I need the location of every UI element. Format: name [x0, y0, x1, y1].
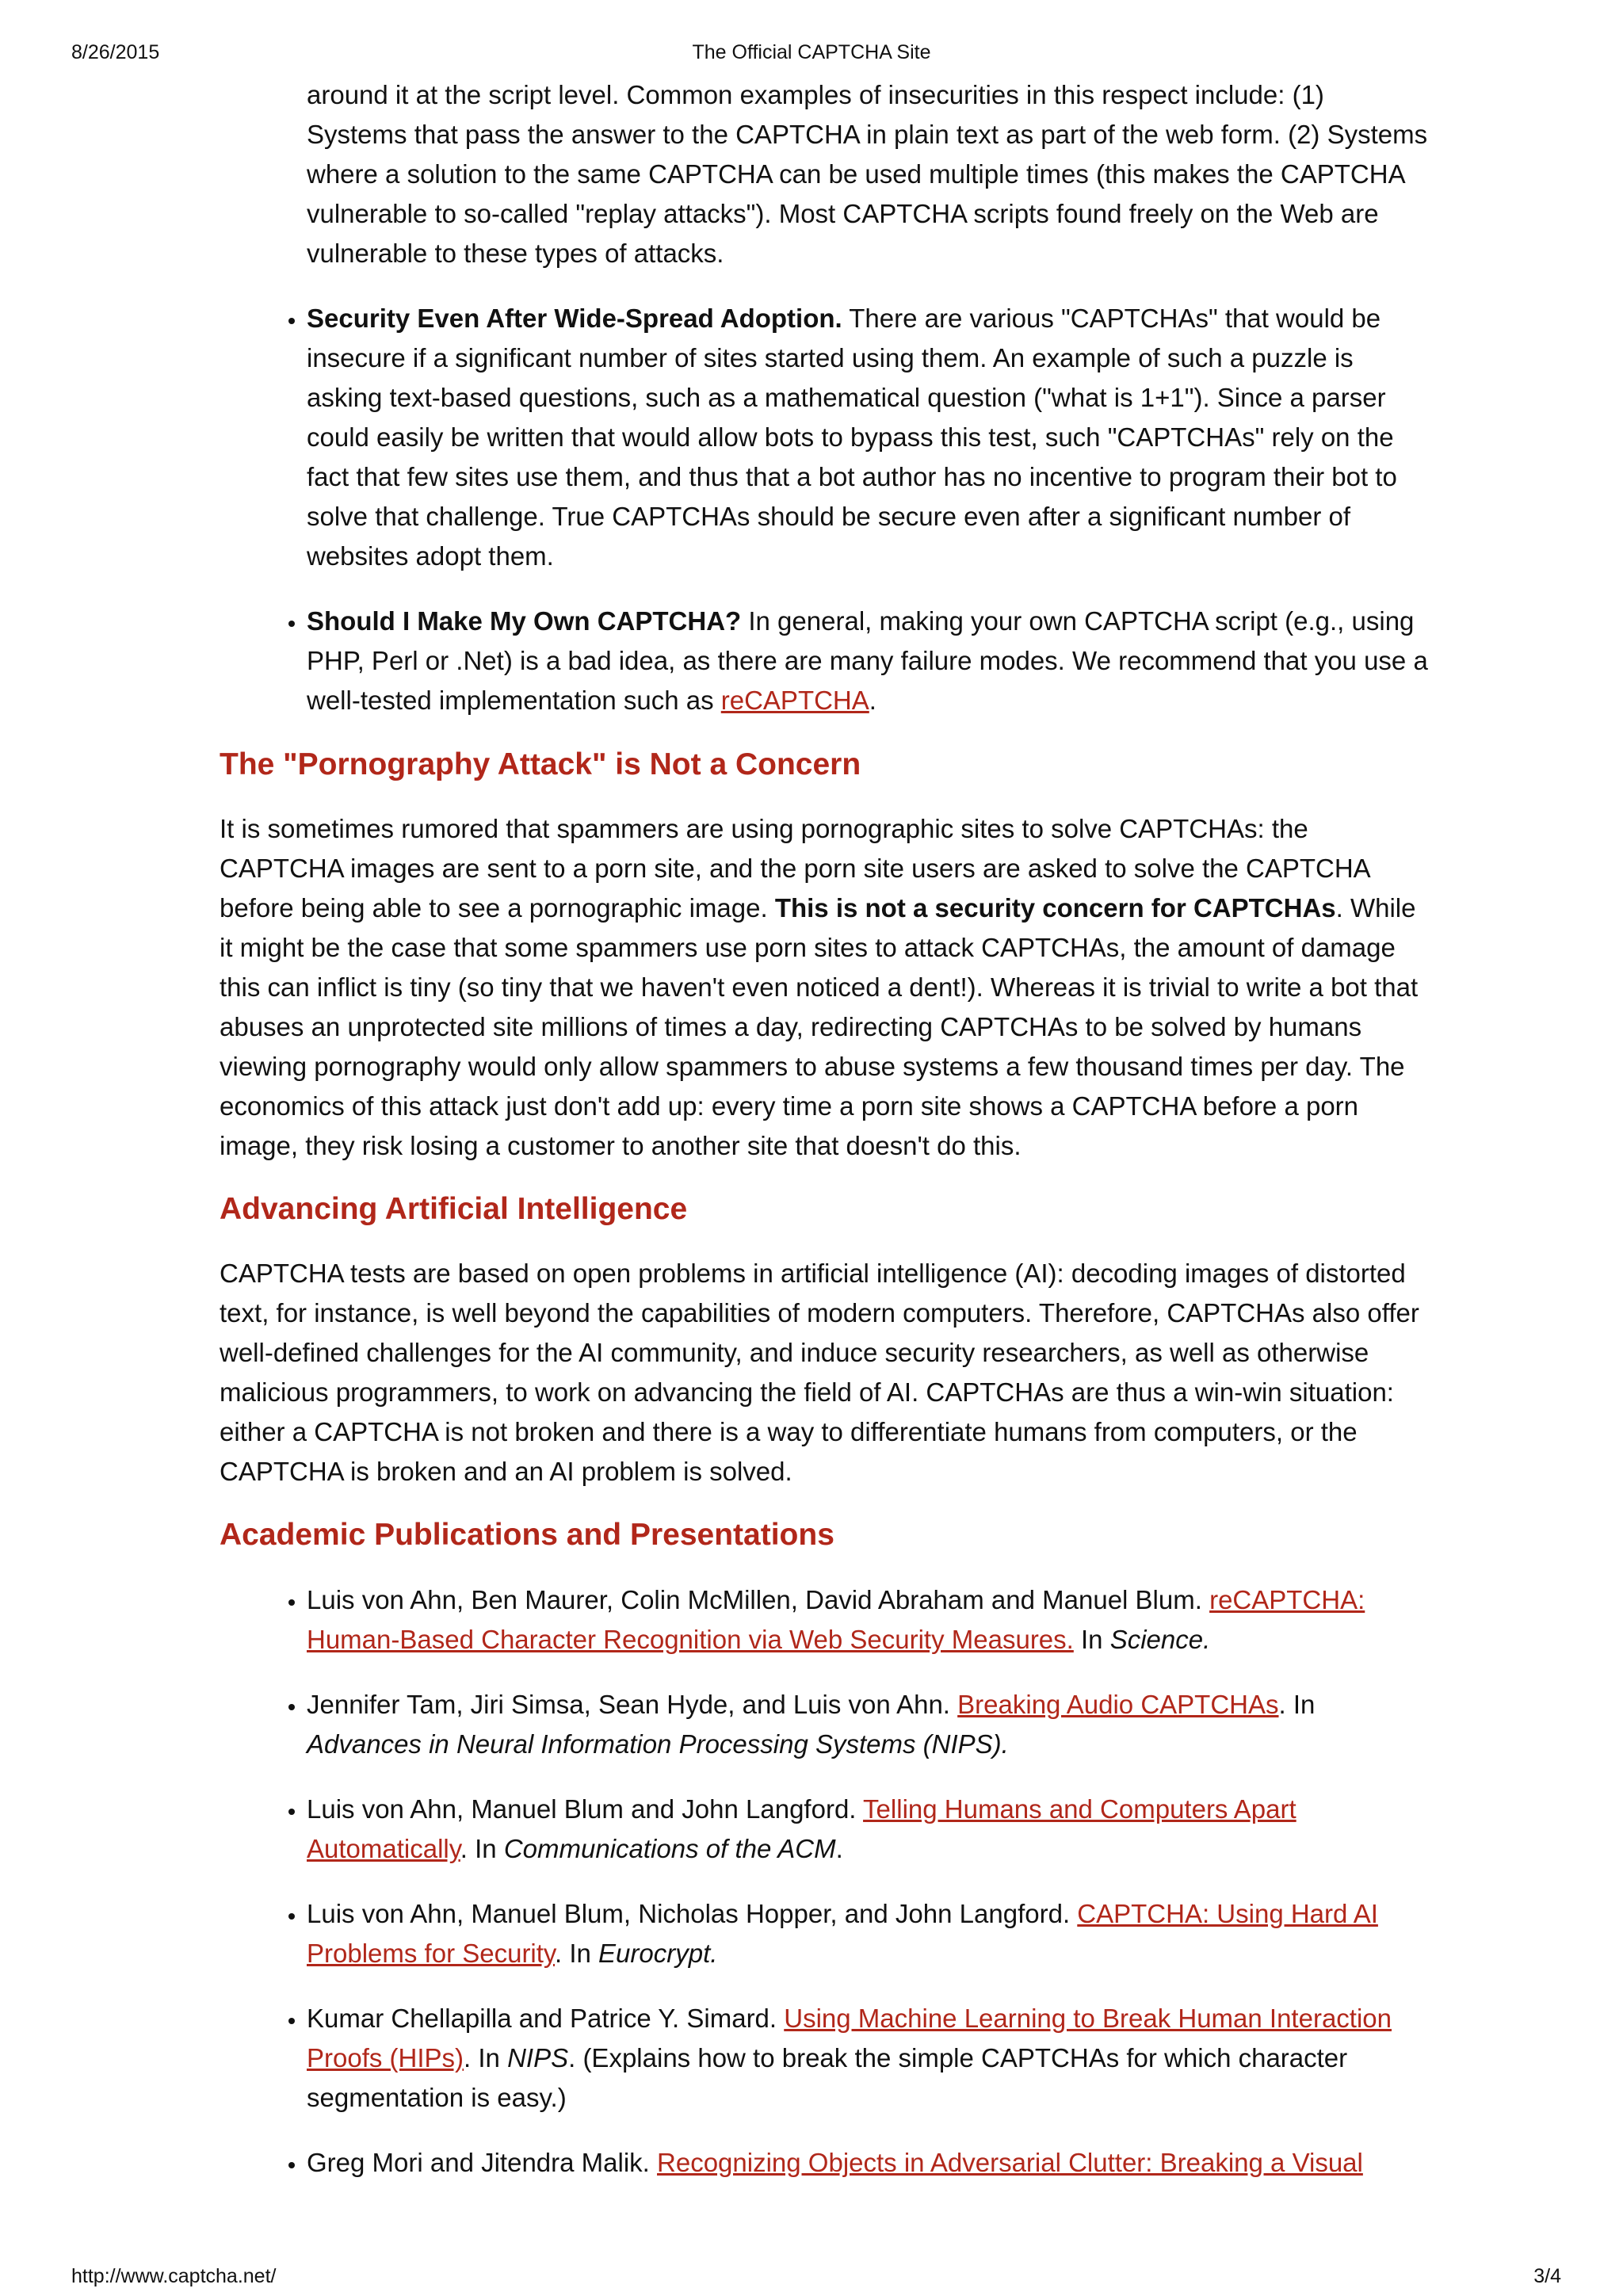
publication-authors: Greg Mori and Jitendra Malik.: [307, 2148, 658, 2177]
publication-item: [307, 1999, 1428, 2118]
publication-note: .: [835, 1834, 843, 1863]
section-heading-ai: Advancing Artificial Intelligence: [220, 1192, 688, 1226]
publication-authors: Luis von Ahn, Manuel Blum, Nicholas Hopper, and John Langford.: [307, 1899, 1078, 1928]
publication-link[interactable]: Telling Humans and Computers Apart Automatically: [307, 1794, 1296, 1863]
publication-item: [307, 2143, 1428, 2183]
publication-authors: Jennifer Tam, Jiri Simsa, Sean Hyde, and Luis von Ahn.: [307, 1690, 958, 1719]
publication-in: . In: [554, 1939, 599, 1968]
print-page-title: The Official CAPTCHA Site: [692, 41, 931, 63]
list-item-continuation: around it at the script level. Common examples of insecurities in this respect include: (1) Systems that pass the answer to the CAPTCHA in plain text as part of the web form. (2) Systems where a solution to the same CAPTCHA can be used multiple times (this makes the CAPTCHA vulnerable to so-called "replay attacks"). Most CAPTCHA scripts found freely on the Web are vulnerable to these types of attacks.: [307, 80, 1428, 268]
list-item-punct: .: [869, 686, 876, 715]
publication-venue: Communications of the ACM: [503, 1834, 836, 1863]
publication-venue: NIPS: [507, 2043, 569, 2073]
publications-list: [220, 1580, 1428, 2183]
list-item-text: In general, making your own CAPTCHA script (e.g., using PHP, Perl or .Net) is a bad idea, as there are many failure modes. We recommend that you use a well-tested implementation such as: [307, 606, 1428, 715]
list-item-title: Should I Make My Own CAPTCHA?: [307, 606, 742, 636]
list-item-title: Security Even After Wide-Spread Adoption.: [307, 304, 842, 333]
list-item: [307, 299, 1428, 576]
publication-venue: Advances in Neural Information Processing Systems (NIPS).: [307, 1729, 1009, 1759]
publication-link[interactable]: reCAPTCHA: Human-Based Character Recognition via Web Security Measures.: [307, 1585, 1365, 1654]
print-date: 8/26/2015: [71, 41, 160, 63]
list-item: [307, 602, 1428, 720]
publication-link[interactable]: Recognizing Objects in Adversarial Clutter: Breaking a Visual: [657, 2148, 1363, 2177]
publication-item: [307, 1790, 1428, 1869]
paragraph-text: . While it might be the case that some spammers use porn sites to attack CAPTCHAs, the amount of damage this can inflict is tiny (so tiny that we haven't even noticed a dent!). Whereas it is trivial to write a bot that abuses an unprotected site millions of times a day, redirecting CAPTCHAs to be solved by humans viewing pornography would only allow spammers to abuse systems a few thousand times per day. The economics of this attack just don't add up: every time a porn site shows a CAPTCHA before a porn image, they risk losing a customer to another site that doesn't do this.: [220, 893, 1419, 1160]
publication-link[interactable]: CAPTCHA: Using Hard AI Problems for Security: [307, 1899, 1378, 1968]
paragraph-text: It is sometimes rumored that spammers are using pornographic sites to solve CAPTCHAs: the CAPTCHA images are sent to a porn site, and the porn site users are asked to solve the CAPTCHA before being able to see a pornographic image.: [220, 814, 1369, 923]
publication-item: [307, 1580, 1428, 1660]
section-heading-porn-attack: The "Pornography Attack" is Not a Concern: [220, 747, 861, 781]
captcha-guidelines-list: [220, 299, 1428, 720]
print-url: http://www.captcha.net/: [71, 2265, 277, 2287]
list-item-text: There are various "CAPTCHAs" that would be insecure if a significant number of sites started using them. An example of such a puzzle is asking text-based questions, such as a mathematical question ("what is 1+1"). Since a parser could easily be written that would allow bots to bypass this test, such "CAPTCHAs" rely on the fact that few sites use them, and thus that a bot author has no incentive to program their bot to solve that challenge. True CAPTCHAs should be secure even after a significant number of websites adopt them.: [307, 304, 1397, 571]
porn-attack-paragraph: [220, 809, 1428, 1166]
publication-in: . In: [1278, 1690, 1316, 1719]
publication-in: . In: [464, 2043, 508, 2073]
ai-paragraph: CAPTCHA tests are based on open problems in artificial intelligence (AI): decoding images of distorted text, for instance, is well beyond the capabilities of modern computers. Therefore, CAPTCHAs also offer well-defined challenges for the AI community, and induce security researchers, as well as otherwise malicious programmers, to work on advancing the field of AI. CAPTCHAs are thus a win-win situation: either a CAPTCHA is not broken and there is a way to differentiate humans from computers, or the CAPTCHA is broken and an AI problem is solved.: [220, 1259, 1419, 1486]
publication-authors: Luis von Ahn, Manuel Blum and John Langford.: [307, 1794, 864, 1824]
publication-in: . In: [460, 1834, 504, 1863]
page-content: [220, 75, 1428, 2183]
paragraph-emphasis: This is not a security concern for CAPTCHAs: [774, 893, 1336, 923]
publication-item: [307, 1685, 1428, 1764]
recaptcha-link[interactable]: reCAPTCHA: [720, 686, 869, 715]
publication-link[interactable]: Using Machine Learning to Break Human Interaction Proofs (HIPs): [307, 2004, 1392, 2073]
section-heading-publications: Academic Publications and Presentations: [220, 1518, 834, 1552]
publication-item: [307, 1894, 1428, 1973]
publication-authors: Kumar Chellapilla and Patrice Y. Simard.: [307, 2004, 785, 2033]
publication-authors: Luis von Ahn, Ben Maurer, Colin McMillen, David Abraham and Manuel Blum.: [307, 1585, 1210, 1614]
print-page-number: 3/4: [1533, 2265, 1561, 2287]
publication-venue: Science.: [1109, 1625, 1211, 1654]
publication-note: . (Explains how to break the simple CAPTCHAs for which character segmentation is easy.): [307, 2043, 1348, 2112]
publication-link[interactable]: Breaking Audio CAPTCHAs: [957, 1690, 1279, 1719]
publication-venue: Eurocrypt.: [598, 1939, 718, 1968]
publication-in: In: [1073, 1625, 1110, 1654]
